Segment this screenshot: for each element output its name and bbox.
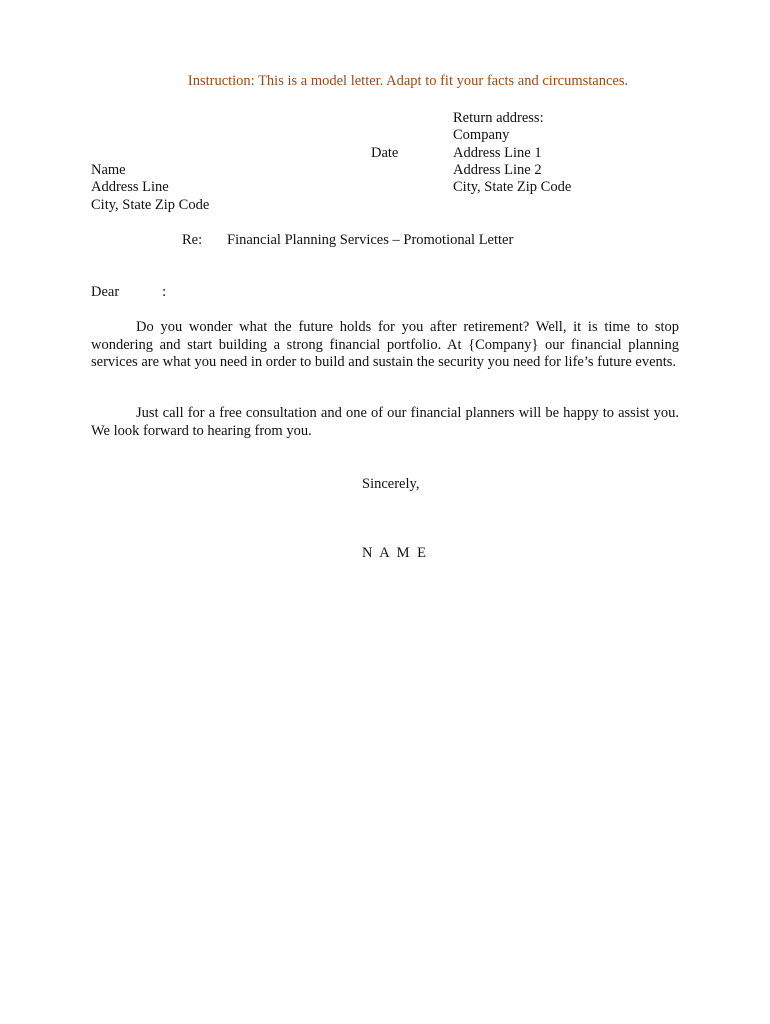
return-address-line2: Address Line 2 — [453, 161, 542, 178]
return-address-line1: Address Line 1 — [453, 144, 542, 161]
return-address-company: Company — [453, 127, 510, 144]
instruction-note: Instruction: This is a model letter. Adapt to fit your facts and circumstances. — [187, 73, 629, 89]
salutation-word: Dear — [91, 284, 120, 300]
recipient-block — [91, 162, 209, 214]
signature-name: N A M E — [362, 545, 428, 561]
salutation — [91, 284, 166, 301]
recipient-name: Name — [91, 162, 126, 178]
recipient-city: City, State Zip Code — [91, 196, 210, 213]
body-paragraph-2: Just call for a free consultation and one of our financial planners will be happy to assist you. We look forward to hearing from you. — [91, 405, 679, 439]
subject-line: Financial Planning Services – Promotional Letter — [227, 232, 514, 248]
body-paragraph-1: Do you wonder what the future holds for you after retirement? Well, it is time to stop wondering and start building a strong financial portfolio. At {Company} our financial planning services are what you need in order to build and sustain the security you need for life’s future events. — [91, 319, 679, 371]
recipient-address: Address Line — [91, 179, 169, 196]
subject-label: Re: — [182, 232, 203, 248]
letter-date: Date — [371, 145, 399, 161]
salutation-colon: : — [162, 284, 167, 300]
return-address-label: Return address: — [453, 110, 544, 126]
return-address-city: City, State Zip Code — [453, 179, 572, 196]
return-address-block — [453, 110, 571, 196]
closing: Sincerely, — [362, 476, 420, 492]
